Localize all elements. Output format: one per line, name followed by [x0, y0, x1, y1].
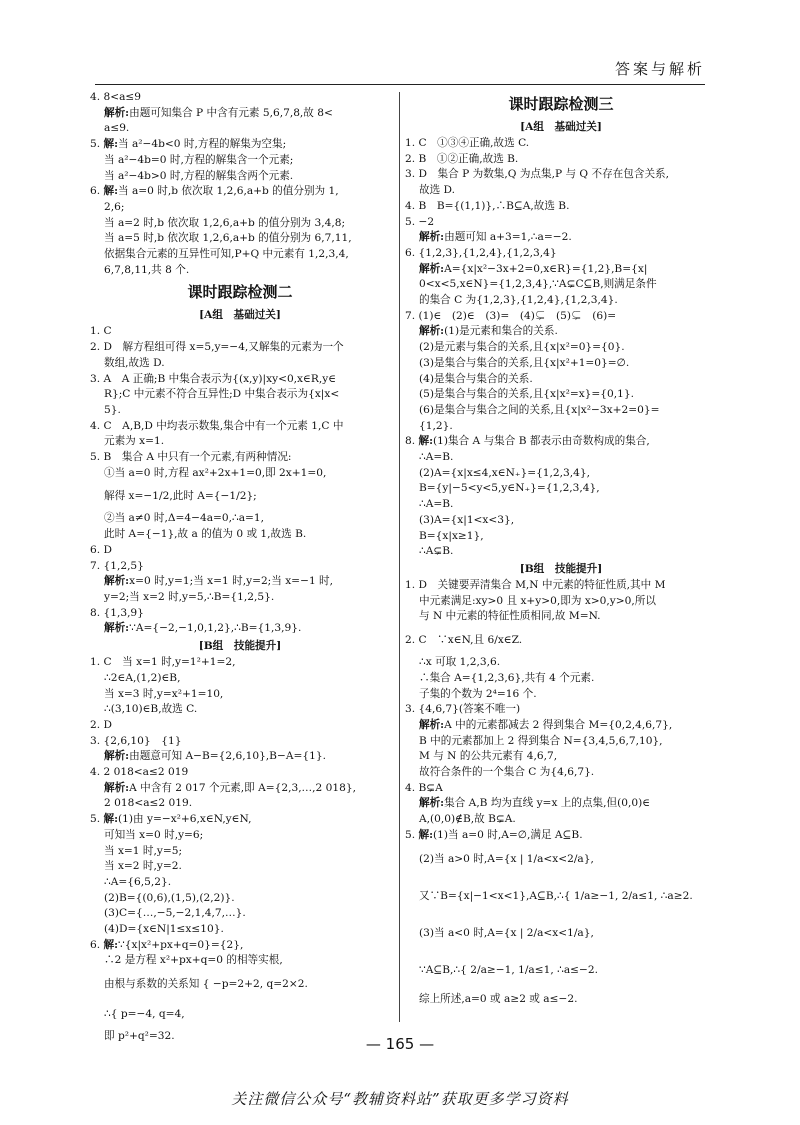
item-number: 8.: [405, 435, 419, 448]
answer-line: ∴2∈A,(1,2)∈B,: [104, 671, 181, 684]
answer-line: [405, 262, 717, 278]
answer-line: 0<x<5,x∈N}={1,2,3,4},∵A⊊C⊆B,则满足条件: [419, 278, 657, 291]
answer-line: (3)C={…,−5,−2,1,4,7,…}.: [104, 907, 246, 920]
answer-line: (3)是集合与集合的关系,且{x|x²+1=0}=∅.: [419, 356, 630, 369]
answer-line: 4. 2 018<a≤2 019: [90, 766, 189, 779]
label-jiexi: 解析:: [104, 575, 130, 588]
answer-line: 4. B⊊A: [405, 781, 443, 794]
answer-line: [90, 781, 390, 797]
label-jiexi: 解析:: [419, 797, 445, 810]
item-number: 5.: [405, 828, 419, 841]
label-jie: 解:: [103, 138, 118, 151]
answer-line: 2 018<a≤2 019.: [104, 797, 193, 810]
answer-line: [90, 621, 390, 637]
answer-line: ∴A={6,5,2}.: [104, 875, 172, 888]
answer-line: 1. D 关键要弄清集合 M,N 中元素的特征性质,其中 M: [405, 578, 666, 591]
answer-line: (2)是元素与集合的关系,且{x|x²=0}={0}.: [419, 341, 625, 354]
answer-line: ∴A=B.: [419, 451, 454, 464]
answer-line: 元素为 x=1.: [104, 435, 165, 448]
answer-line: {1,2}.: [419, 419, 453, 432]
answer-line: 2. D 解方程组可得 x=5,y=−4,又解集的元素为一个: [90, 341, 344, 354]
answer-line: [405, 434, 717, 450]
answer-line: (3)A={x|1<x<3},: [419, 513, 515, 526]
group-title-b: [B组 技能提升]: [519, 562, 603, 575]
answer-line: [405, 324, 717, 340]
answer-line: y=2;当 x=2 时,y=5,∴B={1,2,5}.: [104, 590, 275, 603]
answer-line: ∴集合 A={1,2,3,6},共有 4 个元素.: [419, 671, 595, 684]
answer-line: a≤9.: [104, 122, 130, 135]
answer-text: (1)集合 A 与集合 B 都表示由奇数构成的集合,: [433, 435, 650, 448]
answer-text: 当 a=0 时,b 依次取 1,2,6,a+b 的值分别为 1,: [118, 185, 339, 198]
answer-text: 由题可知集合 P 中含有元素 5,6,7,8,故 8<: [129, 106, 333, 119]
answer-line: 4. 8<a≤9: [90, 91, 142, 103]
answer-line: ∴A=B.: [419, 498, 454, 511]
label-jiexi: 解析:: [419, 718, 445, 731]
answer-line: [405, 828, 717, 844]
answer-line: [90, 574, 390, 590]
group-title-a: [A组 基础过关]: [199, 309, 281, 322]
answer-line: 2. D: [90, 718, 112, 731]
answer-line: 当 x=2 时,y=2.: [104, 860, 182, 873]
page-number: — 165 —: [365, 1035, 435, 1053]
answer-text: ∵{x|x²+px+q=0}={2},: [118, 938, 244, 951]
group-title-b: [B组 技能提升]: [198, 640, 282, 653]
answer-line: 2. C ∵x∈N,且 6/x∈Z.: [405, 634, 523, 647]
answer-line: 5. B 集合 A 中只有一个元素,有两种情况:: [90, 451, 292, 464]
answer-line: B 中的元素都加上 2 得到集合 N={3,4,5,6,7,10},: [419, 734, 663, 747]
page-header: [95, 56, 705, 85]
answer-line: ∵A⊆B,∴{ 2/a≥−1, 1/a≤1, ∴a≤−2.: [419, 963, 599, 976]
answer-line: 子集的个数为 2⁴=16 个.: [419, 687, 537, 700]
answer-line: [405, 796, 717, 812]
answer-text: ∵A={−2,−1,0,1,2},∴B={1,3,9}.: [129, 622, 302, 635]
answer-line: [90, 184, 390, 200]
answer-line: 6. {1,2,3},{1,2,4},{1,2,3,4}: [405, 246, 557, 259]
answer-line: ∴2 是方程 x²+px+q=0 的相等实根,: [104, 954, 283, 967]
answer-line: ∴(3,10)∈B,故选 C.: [104, 703, 198, 716]
answer-line: 7. {1,2,5}: [90, 559, 144, 572]
answer-text: 当 a²−4b<0 时,方程的解集为空集;: [118, 138, 287, 151]
answer-line: B={y|−5<y<5,y∈N₊}={1,2,3,4},: [419, 482, 600, 495]
answer-text: (1)由 y=−x²+6,x∈N,y∈N,: [118, 813, 252, 826]
answer-line: 综上所述,a=0 或 a≥2 或 a≤−2.: [419, 992, 578, 1005]
answer-line: 即 p²+q²=32.: [104, 1030, 175, 1043]
label-jie: 解:: [103, 813, 118, 826]
answer-line: 当 a²−4b>0 时,方程的解集含两个元素.: [104, 169, 294, 182]
answer-line: 当 a=5 时,b 依次取 1,2,6,a+b 的值分别为 6,7,11,: [104, 232, 352, 245]
footer-note: 关注微信公众号“教辅资料站”获取更多学习资料: [231, 1090, 569, 1108]
answer-line: 2. B ①②正确,故选 B.: [405, 152, 519, 165]
answer-line: (2)当 a>0 时,A={x | 1/a<x<2/a},: [419, 852, 594, 865]
answer-line: 8. {1,3,9}: [90, 606, 144, 619]
right-column: [405, 90, 717, 1007]
answer-line: [90, 749, 390, 765]
answer-line: ①当 a=0 时,方程 ax²+2x+1=0,即 2x+1=0,: [104, 466, 327, 479]
label-jiexi: 解析:: [104, 106, 130, 119]
answer-line: 1. C 当 x=1 时,y=1²+1=2,: [90, 656, 236, 669]
label-jie: 解:: [103, 185, 118, 198]
answer-line: 5}.: [104, 403, 121, 416]
answer-line: 7. (1)∈ (2)∈ (3)= (4)⊊ (5)⊊ (6)=: [405, 309, 617, 322]
answer-line: A,(0,0)∉B,故 B⊊A.: [419, 813, 516, 826]
answer-text: A 中含有 2 017 个元素,即 A={2,3,…,2 018},: [129, 781, 356, 794]
item-number: 5.: [90, 138, 104, 151]
item-number: 6.: [90, 185, 104, 198]
answer-line: (3)当 a<0 时,A={x | 2/a<x<1/a},: [419, 926, 594, 939]
answer-line: 与 N 中元素的特征性质相同,故 M=N.: [419, 610, 601, 623]
answer-line: 的集合 C 为{1,2,3},{1,2,4},{1,2,3,4}.: [419, 294, 618, 307]
answer-text: 由题意可知 A−B={2,6,10},B−A={1}.: [129, 750, 326, 763]
answer-text: 由题可知 a+3=1,∴a=−2.: [444, 231, 572, 244]
answer-line: 依据集合元素的互异性可知,P+Q 中元素有 1,2,3,4,: [104, 248, 349, 261]
answer-line: 当 x=1 时,y=5;: [104, 844, 183, 857]
item-number: 6.: [90, 938, 104, 951]
answer-line: [90, 137, 390, 153]
answer-text: 集合 A,B 均为直线 y=x 上的点集,但(0,0)∈: [444, 797, 651, 810]
answer-line: [405, 230, 717, 246]
answer-line: 2,6;: [104, 200, 125, 213]
header-title: 答案与解析: [614, 60, 705, 78]
group-title-a: [A组 基础过关]: [520, 121, 602, 133]
left-column: [90, 90, 390, 1045]
answer-text: (1)当 a=0 时,A=∅,满足 A⊆B.: [433, 828, 583, 841]
answer-line: 由根与系数的关系知 { −p=2+2, q=2×2.: [104, 978, 308, 991]
answer-line: (5)是集合与集合的关系,且{x|x²=x}={0,1}.: [419, 388, 634, 401]
label-jiexi: 解析:: [104, 781, 130, 794]
answer-line: 又∵B={x|−1<x<1},A⊆B,∴{ 1/a≥−1, 2/a≤1, ∴a≥2.: [419, 889, 693, 902]
answer-line: [90, 812, 390, 828]
answer-line: 故选 D.: [419, 184, 456, 197]
answer-line: 1. C ①③④正确,故选 C.: [405, 137, 530, 149]
answer-line: [90, 106, 390, 122]
answer-line: 4. B B={(1,1)},∴B⊆A,故选 B.: [405, 199, 570, 212]
answer-line: ∴{ p=−4, q=4,: [104, 1008, 185, 1021]
answer-line: 此时 A={−1},故 a 的值为 0 或 1,故选 B.: [104, 528, 307, 541]
label-jiexi: 解析:: [104, 622, 130, 635]
answer-line: 数组,故选 D.: [104, 356, 165, 369]
label-jiexi: 解析:: [419, 262, 445, 275]
answer-line: 可知当 x=0 时,y=6;: [104, 828, 204, 841]
answer-line: 3. {2,6,10} {1}: [90, 734, 182, 747]
answer-text: A 中的元素都减去 2 得到集合 M={0,2,4,6,7},: [444, 718, 673, 731]
answer-line: [90, 938, 390, 954]
answer-line: 故符合条件的一个集合 C 为{4,6,7}.: [419, 766, 595, 779]
answer-line: (4)是集合与集合的关系.: [419, 372, 533, 385]
label-jiexi: 解析:: [104, 750, 130, 763]
answer-line: 中元素满足:xy>0 且 x+y>0,即为 x>0,y>0,所以: [419, 594, 656, 607]
column-divider: [399, 92, 400, 1022]
answer-line: 4. C A,B,D 中均表示数集,集合中有一个元素 1,C 中: [90, 419, 344, 432]
section-title: 课时跟踪检测二: [187, 283, 293, 302]
answer-line: ∴A⊊B.: [419, 545, 454, 558]
label-jiexi: 解析:: [419, 325, 445, 338]
answer-line: [405, 718, 717, 734]
label-jie: 解:: [418, 435, 433, 448]
answer-line: 当 a²−4b=0 时,方程的解集含一个元素;: [104, 153, 294, 166]
answer-line: ②当 a≠0 时,Δ=4−4a=0,∴a=1,: [104, 512, 265, 525]
label-jiexi: 解析:: [419, 231, 445, 244]
answer-line: (2)A={x|x≤4,x∈N₊}={1,2,3,4},: [419, 466, 590, 479]
answer-line: 解得 x=−1/2,此时 A={−1/2};: [104, 490, 257, 503]
answer-text: (1)是元素和集合的关系.: [444, 325, 558, 338]
answer-line: M 与 N 的公共元素有 4,6,7,: [419, 750, 558, 763]
answer-line: 1. C: [90, 325, 112, 338]
item-number: 5.: [90, 813, 104, 826]
section-title: 课时跟踪检测三: [508, 95, 614, 113]
answer-line: ∴x 可取 1,2,3,6.: [419, 656, 501, 669]
answer-line: (4)D={x∈N|1≤x≤10}.: [104, 923, 224, 936]
answer-text: A={x|x²−3x+2=0,x∈R}={1,2},B={x|: [444, 262, 648, 275]
answer-line: (6)是集合与集合之间的关系,且{x|x²−3x+2=0}=: [419, 403, 660, 416]
answer-line: (2)B={(0,6),(1,5),(2,2)}.: [104, 891, 235, 904]
answer-text: x=0 时,y=1;当 x=1 时,y=2;当 x=−1 时,: [129, 575, 334, 588]
label-jie: 解:: [103, 938, 118, 951]
answer-line: 当 x=3 时,y=x²+1=10,: [104, 687, 224, 700]
answer-line: 3. D 集合 P 为数集,Q 为点集,P 与 Q 不存在包含关系,: [405, 168, 669, 181]
answer-line: 6,7,8,11,共 8 个.: [104, 263, 190, 276]
answer-line: 5. −2: [405, 215, 435, 228]
answer-line: B={x|x≥1},: [419, 529, 484, 542]
answer-line: 3. A A 正确;B 中集合表示为{(x,y)|xy<0,x∈R,y∈: [90, 372, 337, 385]
answer-line: 6. D: [90, 543, 112, 556]
answer-line: 3. {4,6,7}(答案不唯一): [405, 703, 521, 716]
answer-line: R};C 中元素不符合互异性;D 中集合表示为{x|x<: [104, 388, 340, 401]
answer-line: 当 a=2 时,b 依次取 1,2,6,a+b 的值分别为 3,4,8;: [104, 216, 346, 229]
label-jie: 解:: [418, 828, 433, 841]
